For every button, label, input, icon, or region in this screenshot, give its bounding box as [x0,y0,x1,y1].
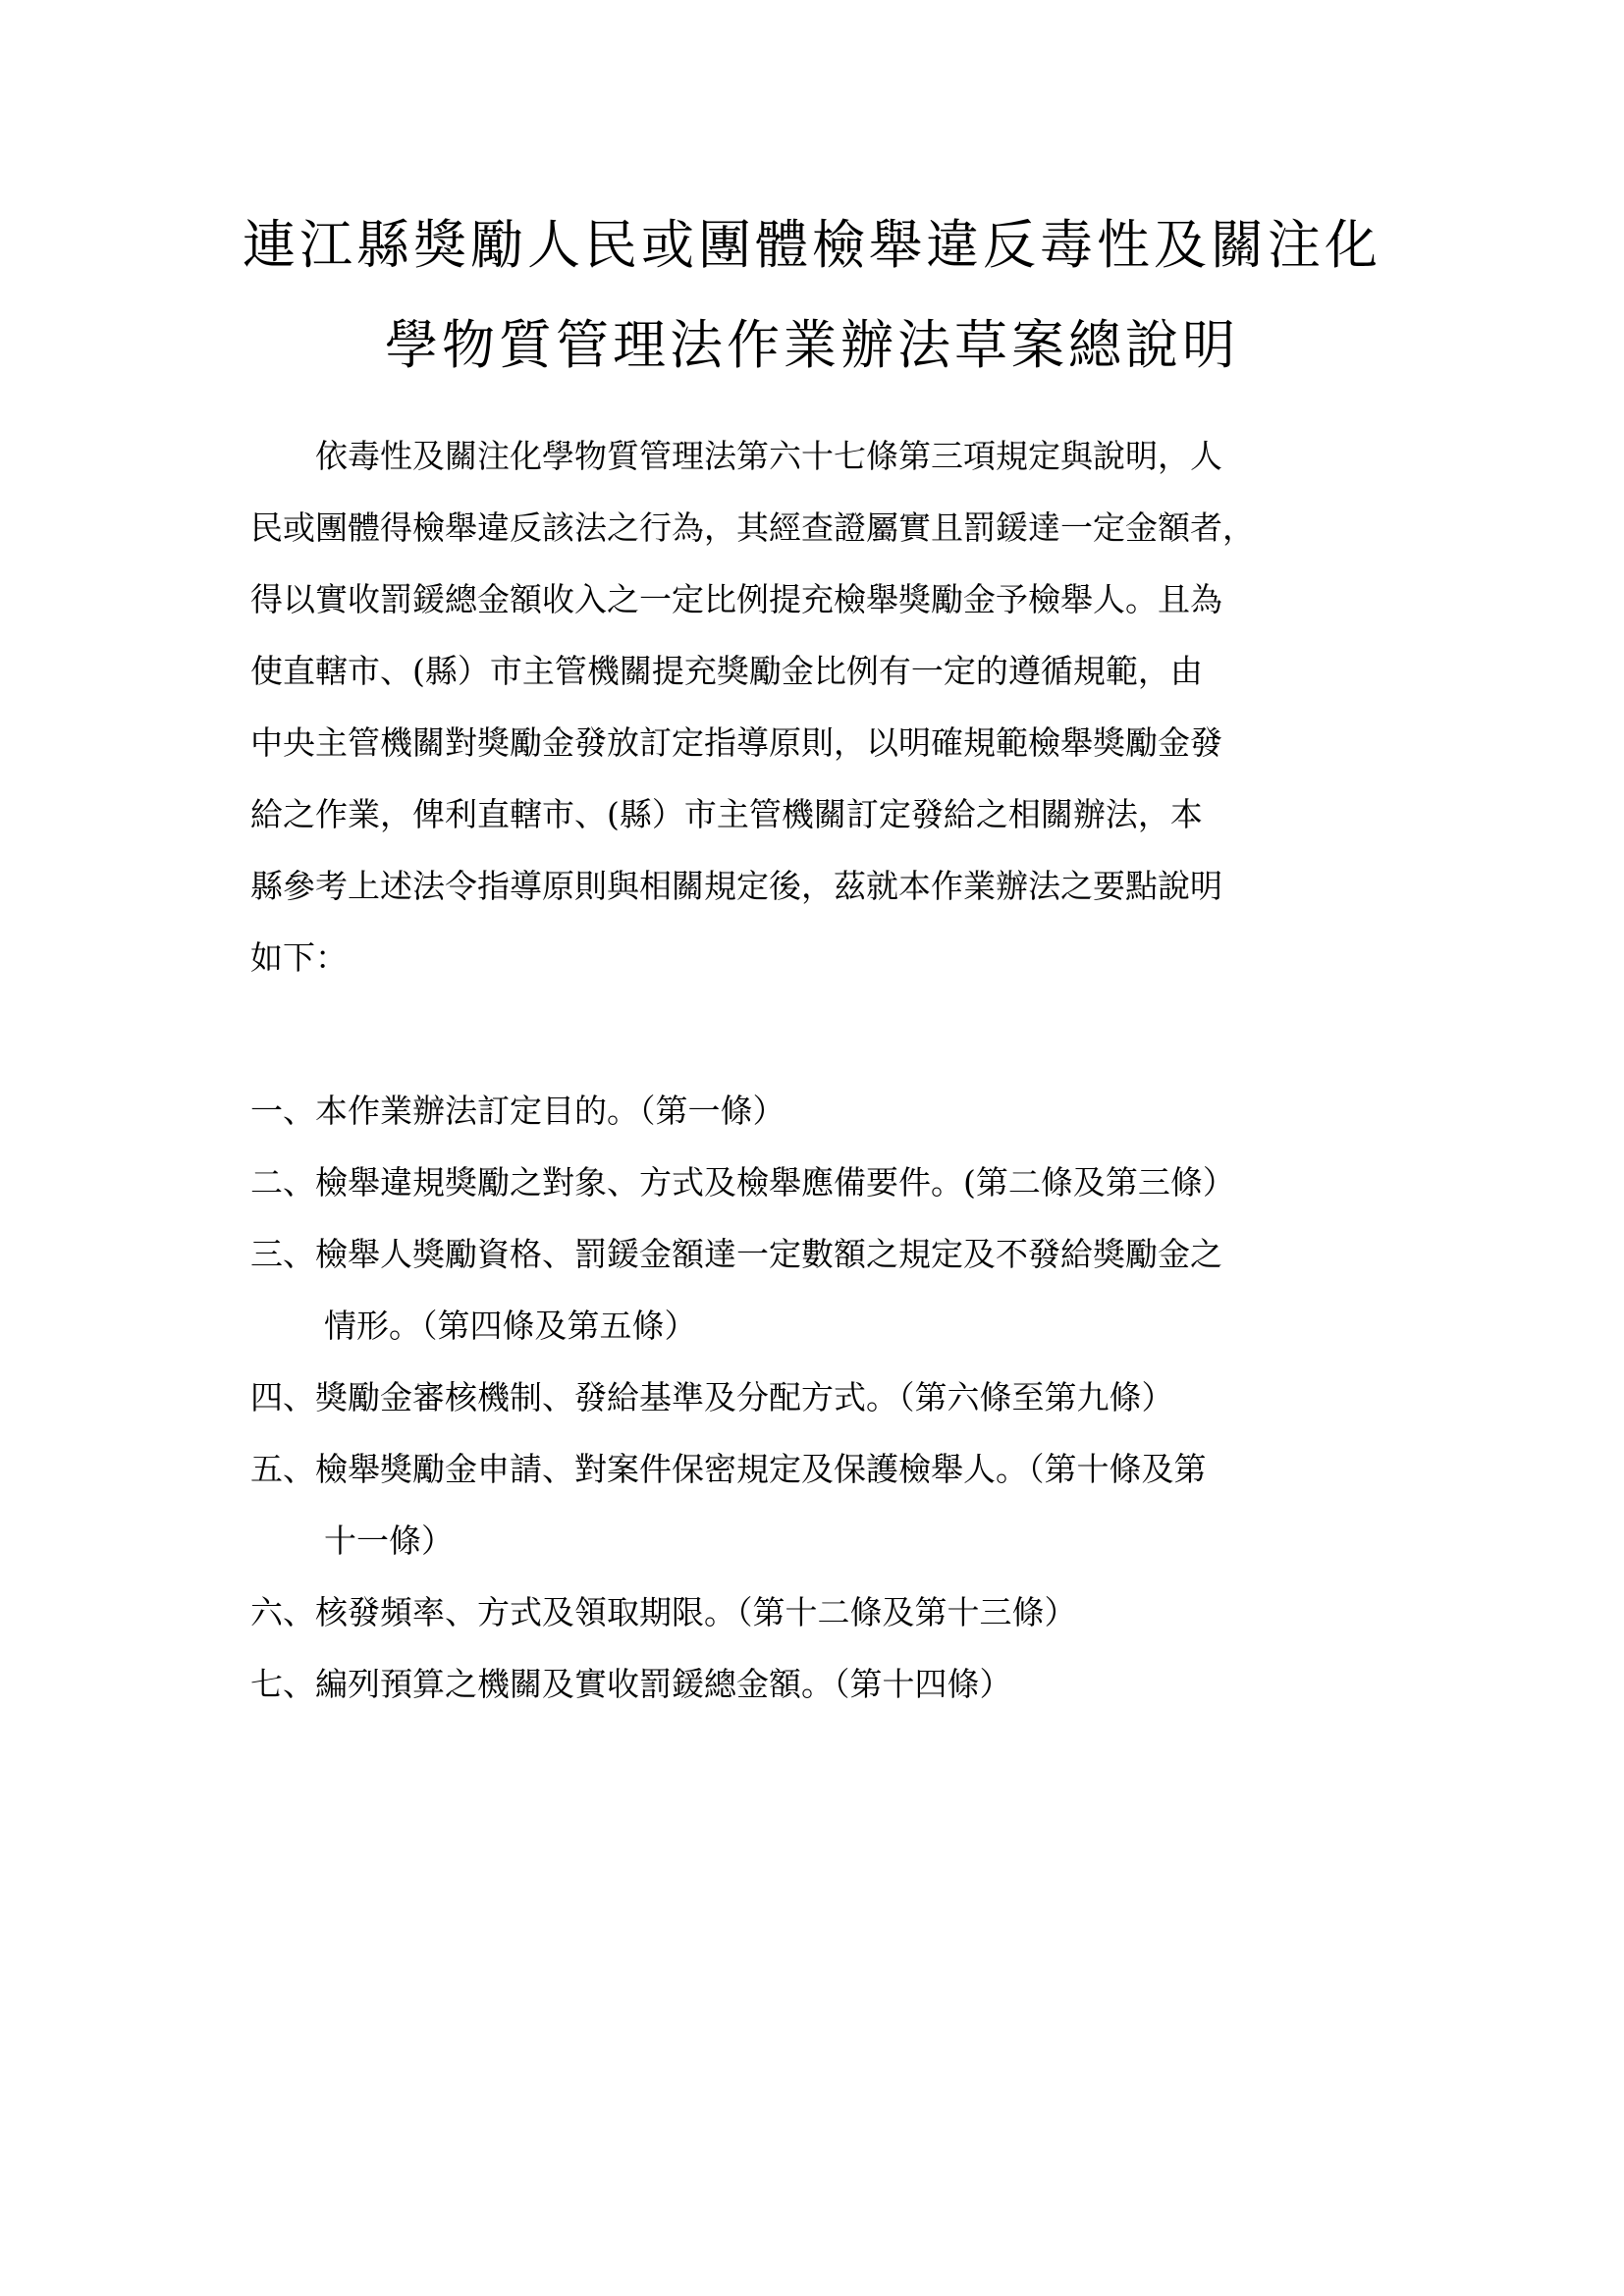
intro-line: 縣參考上述法令指導原則與相關規定後，茲就本作業辦法之要點說明 [250,867,1222,905]
list-item-text: 三、檢舉人獎勵資格、罰鍰金額達一定數額之規定及不發給獎勵金之 [250,1235,1222,1273]
list-item-text: 四、獎勵金審核機制、發給基準及分配方式。（第六條至第九條） [250,1378,1174,1416]
intro-line: 使直轄市、(縣）市主管機關提充獎勵金比例有一定的遵循規範，由 [250,652,1203,690]
intro-line: 得以實收罰鍰總金額收入之一定比例提充檢舉獎勵金予檢舉人。且為 [250,580,1222,618]
intro-line: 如下： [250,938,348,977]
list-item-text: 六、核發頻率、方式及領取期限。（第十二條及第十三條） [250,1593,1077,1631]
list-item-text: 五、檢舉獎勵金申請、對案件保密規定及保護檢舉人。（第十條及第 [250,1450,1207,1488]
intro-line: 民或團體得檢舉違反該法之行為，其經查證屬實且罰鍰達一定金額者， [250,508,1255,547]
list-item-continuation: 十一條） [324,1522,454,1560]
list-item [250,1648,1409,1720]
list-item-text: 七、編列預算之機關及實收罰鍰總金額。（第十四條） [250,1665,1012,1703]
summary-list [250,1075,1409,1720]
intro-line: 中央主管機關對獎勵金發放訂定指導原則，以明確規範檢舉獎勵金發 [250,723,1222,762]
list-item [250,1433,1409,1576]
list-item [250,1075,1409,1147]
list-item [250,1147,1409,1218]
document-title-line-2: 學物質管理法作業辦法草案總說明 [385,314,1239,376]
intro-line: 給之作業，俾利直轄市、(縣）市主管機關訂定發給之相關辦法，本 [250,795,1203,833]
list-item [250,1218,1409,1362]
list-item [250,1362,1409,1433]
list-item-continuation: 情形。（第四條及第五條） [324,1307,697,1345]
list-item-text: 二、檢舉違規獎勵之對象、方式及檢舉應備要件。(第二條及第三條） [250,1163,1235,1201]
list-item-text: 一、本作業辦法訂定目的。（第一條） [250,1092,785,1130]
list-item [250,1576,1409,1648]
document-title-line-1: 連江縣獎勵人民或團體檢舉違反毒性及關注化 [243,214,1381,276]
intro-paragraph [250,420,1389,993]
intro-line: 依毒性及關注化學物質管理法第六十七條第三項規定與說明，人 [315,437,1222,475]
